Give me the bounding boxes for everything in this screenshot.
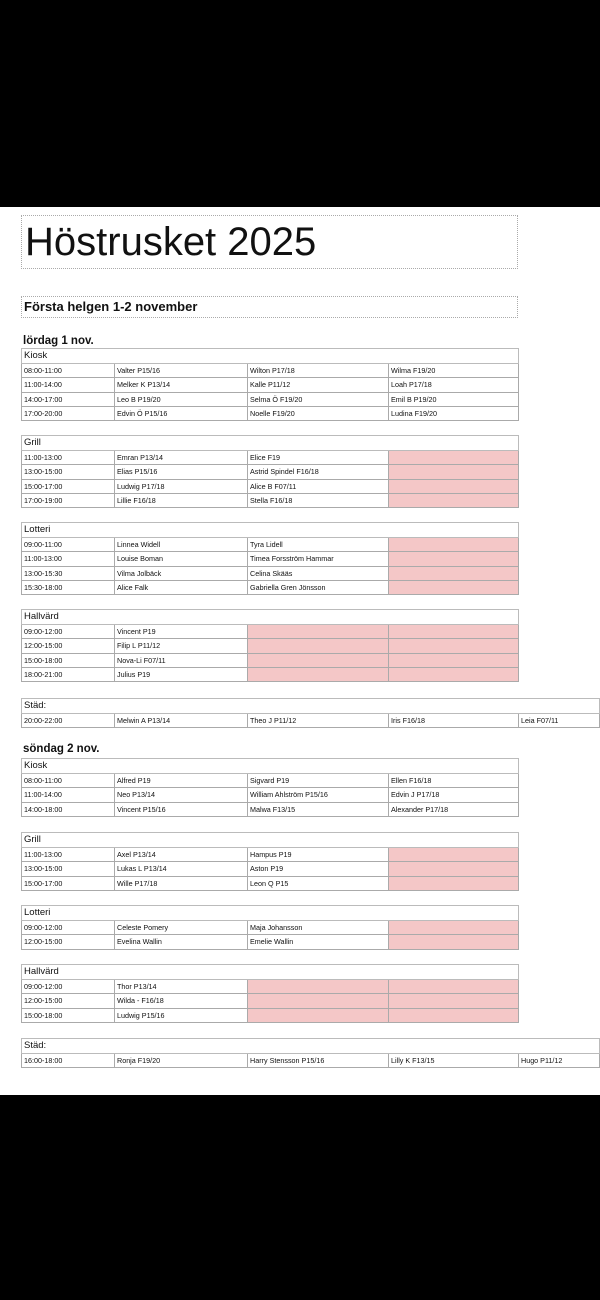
table-row	[21, 639, 519, 653]
section-label: Lotteri	[21, 522, 519, 538]
empty-slot-cell	[389, 921, 519, 935]
empty-slot-cell	[248, 625, 389, 639]
name-cell: Alice B F07/11	[248, 480, 389, 494]
empty-slot-cell	[389, 980, 519, 994]
name-cell: Vilma Jolbäck	[115, 567, 248, 581]
day-heading: söndag 2 nov.	[23, 743, 100, 755]
section-hallvärd-table	[21, 609, 519, 682]
section-label: Grill	[21, 435, 519, 451]
table-row	[21, 994, 519, 1008]
table-row	[21, 393, 519, 407]
name-cell: Ludina F19/20	[389, 407, 519, 421]
name-cell: Selma Ö F19/20	[248, 393, 389, 407]
time-cell: 08:00-11:00	[21, 364, 115, 378]
section-städ-table	[21, 698, 600, 728]
empty-slot-cell	[389, 654, 519, 668]
table-row	[21, 378, 519, 392]
name-cell: Lillie F16/18	[115, 494, 248, 508]
time-cell: 08:00-11:00	[21, 774, 115, 788]
table-row	[21, 465, 519, 479]
empty-slot-cell	[389, 494, 519, 508]
time-cell: 11:00-13:00	[21, 451, 115, 465]
name-cell: Lukas L P13/14	[115, 862, 248, 876]
name-cell: Timea Forsström Hammar	[248, 552, 389, 566]
section-kiosk-table	[21, 348, 519, 421]
time-cell: 09:00-11:00	[21, 538, 115, 552]
name-cell: Axel P13/14	[115, 848, 248, 862]
time-cell: 11:00-14:00	[21, 788, 115, 802]
section-label: Kiosk	[21, 758, 519, 774]
empty-slot-cell	[389, 538, 519, 552]
section-label: Grill	[21, 832, 519, 848]
name-cell: Elias P15/16	[115, 465, 248, 479]
name-cell: Hugo P11/12	[519, 1054, 600, 1068]
time-cell: 12:00-15:00	[21, 935, 115, 949]
name-cell: Emran P13/14	[115, 451, 248, 465]
name-cell: Alice Falk	[115, 581, 248, 595]
name-cell: Edvin J P17/18	[389, 788, 519, 802]
day-heading: lördag 1 nov.	[23, 335, 94, 347]
empty-slot-cell	[389, 639, 519, 653]
time-cell: 12:00-15:00	[21, 994, 115, 1008]
name-cell: Filip L P11/12	[115, 639, 248, 653]
empty-slot-cell	[389, 451, 519, 465]
table-row	[21, 538, 519, 552]
table-row	[21, 714, 600, 728]
name-cell: Julius P19	[115, 668, 248, 682]
table-row	[21, 407, 519, 421]
section-hallvärd-table	[21, 964, 519, 1023]
name-cell: Leo B P19/20	[115, 393, 248, 407]
time-cell: 14:00-18:00	[21, 803, 115, 817]
time-cell: 20:00-22:00	[21, 714, 115, 728]
name-cell: Aston P19	[248, 862, 389, 876]
time-cell: 15:00-17:00	[21, 480, 115, 494]
name-cell: Vincent P15/16	[115, 803, 248, 817]
section-label: Städ:	[21, 1038, 600, 1054]
section-label: Städ:	[21, 698, 600, 714]
section-label: Kiosk	[21, 348, 519, 364]
name-cell: Celina Skääs	[248, 567, 389, 581]
section-label: Lotteri	[21, 905, 519, 921]
name-cell: Harry Stensson P15/16	[248, 1054, 389, 1068]
name-cell: Ludwig P17/18	[115, 480, 248, 494]
table-row	[21, 668, 519, 682]
table-row	[21, 364, 519, 378]
name-cell: Linnea Widell	[115, 538, 248, 552]
section-label: Hallvärd	[21, 964, 519, 980]
section-label: Hallvärd	[21, 609, 519, 625]
time-cell: 09:00-12:00	[21, 921, 115, 935]
name-cell: Wilton P17/18	[248, 364, 389, 378]
table-row	[21, 654, 519, 668]
name-cell: Wille P17/18	[115, 877, 248, 891]
empty-slot-cell	[248, 639, 389, 653]
name-cell: Neo P13/14	[115, 788, 248, 802]
name-cell: Malwa F13/15	[248, 803, 389, 817]
time-cell: 13:00-15:00	[21, 862, 115, 876]
empty-slot-cell	[248, 654, 389, 668]
name-cell: Ellen F16/18	[389, 774, 519, 788]
empty-slot-cell	[389, 848, 519, 862]
name-cell: Hampus P19	[248, 848, 389, 862]
time-cell: 18:00-21:00	[21, 668, 115, 682]
time-cell: 13:00-15:00	[21, 465, 115, 479]
time-cell: 14:00-17:00	[21, 393, 115, 407]
name-cell: Evelina Wallin	[115, 935, 248, 949]
document-page	[0, 207, 600, 1095]
name-cell: Alexander P17/18	[389, 803, 519, 817]
time-cell: 11:00-13:00	[21, 552, 115, 566]
section-lotteri-table	[21, 522, 519, 595]
name-cell: Maja Johansson	[248, 921, 389, 935]
time-cell: 17:00-19:00	[21, 494, 115, 508]
time-cell: 09:00-12:00	[21, 625, 115, 639]
table-row	[21, 803, 519, 817]
time-cell: 13:00-15:30	[21, 567, 115, 581]
table-row	[21, 980, 519, 994]
name-cell: Leon Q P15	[248, 877, 389, 891]
time-cell: 15:00-17:00	[21, 877, 115, 891]
name-cell: Loah P17/18	[389, 378, 519, 392]
name-cell: Edvin Ö P15/16	[115, 407, 248, 421]
name-cell: Ludwig P15/16	[115, 1009, 248, 1023]
name-cell: Emil B P19/20	[389, 393, 519, 407]
empty-slot-cell	[248, 668, 389, 682]
weekend-heading: Första helgen 1-2 november	[21, 296, 518, 318]
name-cell: Wilda - F16/18	[115, 994, 248, 1008]
section-lotteri-table	[21, 905, 519, 950]
name-cell: Nova-Li F07/11	[115, 654, 248, 668]
name-cell: Celeste Pomery	[115, 921, 248, 935]
empty-slot-cell	[389, 1009, 519, 1023]
table-row	[21, 552, 519, 566]
table-row	[21, 921, 519, 935]
empty-slot-cell	[389, 465, 519, 479]
name-cell: Leia F07/11	[519, 714, 600, 728]
table-row	[21, 567, 519, 581]
name-cell: Valter P15/16	[115, 364, 248, 378]
name-cell: Emelie Wallin	[248, 935, 389, 949]
name-cell: Elice F19	[248, 451, 389, 465]
time-cell: 11:00-13:00	[21, 848, 115, 862]
time-cell: 09:00-12:00	[21, 980, 115, 994]
name-cell: Gabriella Gren Jönsson	[248, 581, 389, 595]
table-row	[21, 862, 519, 876]
time-cell: 17:00-20:00	[21, 407, 115, 421]
name-cell: Theo J P11/12	[248, 714, 389, 728]
empty-slot-cell	[389, 935, 519, 949]
empty-slot-cell	[389, 668, 519, 682]
name-cell: Louise Boman	[115, 552, 248, 566]
name-cell: Thor P13/14	[115, 980, 248, 994]
name-cell: Melwin A P13/14	[115, 714, 248, 728]
name-cell: Noelle F19/20	[248, 407, 389, 421]
table-row	[21, 788, 519, 802]
empty-slot-cell	[389, 480, 519, 494]
table-row	[21, 494, 519, 508]
time-cell: 11:00-14:00	[21, 378, 115, 392]
table-row	[21, 1054, 600, 1068]
empty-slot-cell	[248, 980, 389, 994]
name-cell: William Ahlström P15/16	[248, 788, 389, 802]
name-cell: Melker K P13/14	[115, 378, 248, 392]
name-cell: Sigvard P19	[248, 774, 389, 788]
table-row	[21, 848, 519, 862]
name-cell: Tyra Lidell	[248, 538, 389, 552]
empty-slot-cell	[248, 994, 389, 1008]
empty-slot-cell	[389, 567, 519, 581]
name-cell: Wilma F19/20	[389, 364, 519, 378]
name-cell: Iris F16/18	[389, 714, 519, 728]
empty-slot-cell	[389, 994, 519, 1008]
table-row	[21, 480, 519, 494]
document-title: Höstrusket 2025	[21, 215, 518, 269]
table-row	[21, 581, 519, 595]
table-row	[21, 877, 519, 891]
time-cell: 12:00-15:00	[21, 639, 115, 653]
name-cell: Ronja F19/20	[115, 1054, 248, 1068]
time-cell: 15:30-18:00	[21, 581, 115, 595]
empty-slot-cell	[248, 1009, 389, 1023]
table-row	[21, 1009, 519, 1023]
empty-slot-cell	[389, 625, 519, 639]
table-row	[21, 625, 519, 639]
table-row	[21, 451, 519, 465]
name-cell: Astrid Spindel F16/18	[248, 465, 389, 479]
empty-slot-cell	[389, 552, 519, 566]
time-cell: 16:00-18:00	[21, 1054, 115, 1068]
section-städ-table	[21, 1038, 600, 1068]
empty-slot-cell	[389, 581, 519, 595]
empty-slot-cell	[389, 877, 519, 891]
time-cell: 15:00-18:00	[21, 654, 115, 668]
empty-slot-cell	[389, 862, 519, 876]
time-cell: 15:00-18:00	[21, 1009, 115, 1023]
table-row	[21, 774, 519, 788]
name-cell: Vincent P19	[115, 625, 248, 639]
section-grill-table	[21, 832, 519, 891]
name-cell: Alfred P19	[115, 774, 248, 788]
name-cell: Kalle P11/12	[248, 378, 389, 392]
section-grill-table	[21, 435, 519, 508]
name-cell: Lilly K F13/15	[389, 1054, 519, 1068]
table-row	[21, 935, 519, 949]
section-kiosk-table	[21, 758, 519, 817]
name-cell: Stella F16/18	[248, 494, 389, 508]
